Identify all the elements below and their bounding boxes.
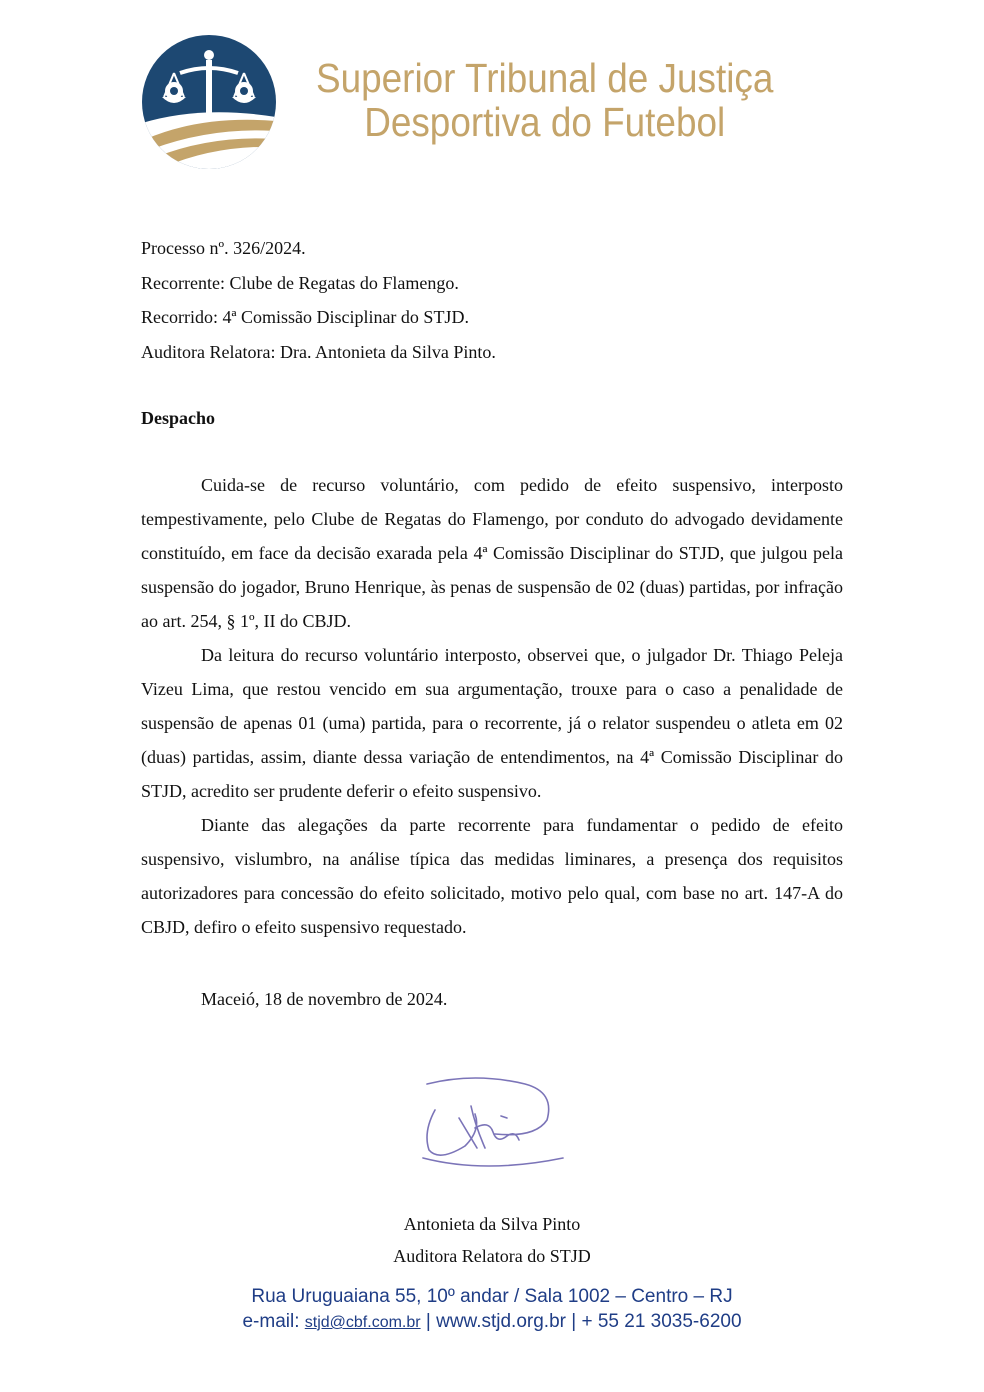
separator: |: [420, 1311, 437, 1332]
rapporteur: Auditora Relatora: Dra. Antonieta da Silva Pinto.: [141, 341, 496, 362]
organization-name: [316, 56, 773, 144]
handwritten-signature-icon: [415, 1070, 575, 1175]
footer: [0, 1284, 984, 1335]
document-heading: Despacho: [141, 408, 216, 428]
document-body: [141, 468, 843, 944]
footer-contacts: [0, 1309, 984, 1335]
organization-name-line1: Superior Tribunal de Justiça: [316, 55, 774, 101]
stjd-logo-icon: [142, 35, 276, 169]
case-info: [141, 231, 496, 369]
appellee: Recorrido: 4ª Comissão Disciplinar do STJD.: [141, 307, 469, 327]
process-number: Processo nº. 326/2024.: [141, 238, 306, 258]
organization-name-line2: Desportiva do Futebol: [364, 99, 726, 145]
email-link[interactable]: stjd@cbf.com.br: [304, 1314, 421, 1331]
email-label: e-mail:: [242, 1311, 305, 1332]
signer-name: Antonieta da Silva Pinto: [403, 1214, 581, 1234]
place-date: Maceió, 18 de novembro de 2024.: [201, 989, 448, 1009]
phone-number: + 55 21 3035-6200: [581, 1311, 742, 1332]
paragraph-3: Diante das alegações da parte recorrente para fundamentar o pedido de efeito suspensivo, vislumbro, na análise típica das medidas liminares, a presença dos requisitos autorizadores para concessão do efeito solicitado, motivo pelo qual, com base no art. 147-A do CBJD, defiro o efeito suspensivo requestado.: [141, 815, 843, 937]
appellant: Recorrente: Clube de Regatas do Flamengo.: [141, 272, 459, 293]
paragraph-1: Cuida-se de recurso voluntário, com pedido de efeito suspensivo, interposto tempestivamente, pelo Clube de Regatas do Flamengo, por conduto do advogado devidamente constituído, em face da decisão exarada pela 4ª Comissão Disciplinar do STJD, que julgou pela suspensão do jogador, Bruno Henrique, às penas de suspensão de 02 (duas) partidas, por infração ao art. 254, § 1º, II do CBJD.: [141, 475, 843, 631]
website-link[interactable]: www.stjd.org.br: [436, 1311, 566, 1332]
signer-title: Auditora Relatora do STJD: [393, 1246, 591, 1266]
footer-address: Rua Uruguaiana 55, 10º andar / Sala 1002 – Centro – RJ: [251, 1286, 733, 1307]
signer-block: [342, 1208, 642, 1272]
separator: |: [565, 1311, 582, 1332]
paragraph-2: Da leitura do recurso voluntário interposto, observei que, o julgador Dr. Thiago Peleja Vizeu Lima, que restou vencido em sua argumentação, trouxe para o caso a penalidade de suspensão de apenas 01 (uma) partida, para o recorrente, já o relator suspendeu o atleta em 02 (duas) partidas, assim, diante dessa variação de entendimentos, na 4ª Comissão Disciplinar do STJD, acredito ser prudente deferir o efeito suspensivo.: [141, 645, 843, 801]
